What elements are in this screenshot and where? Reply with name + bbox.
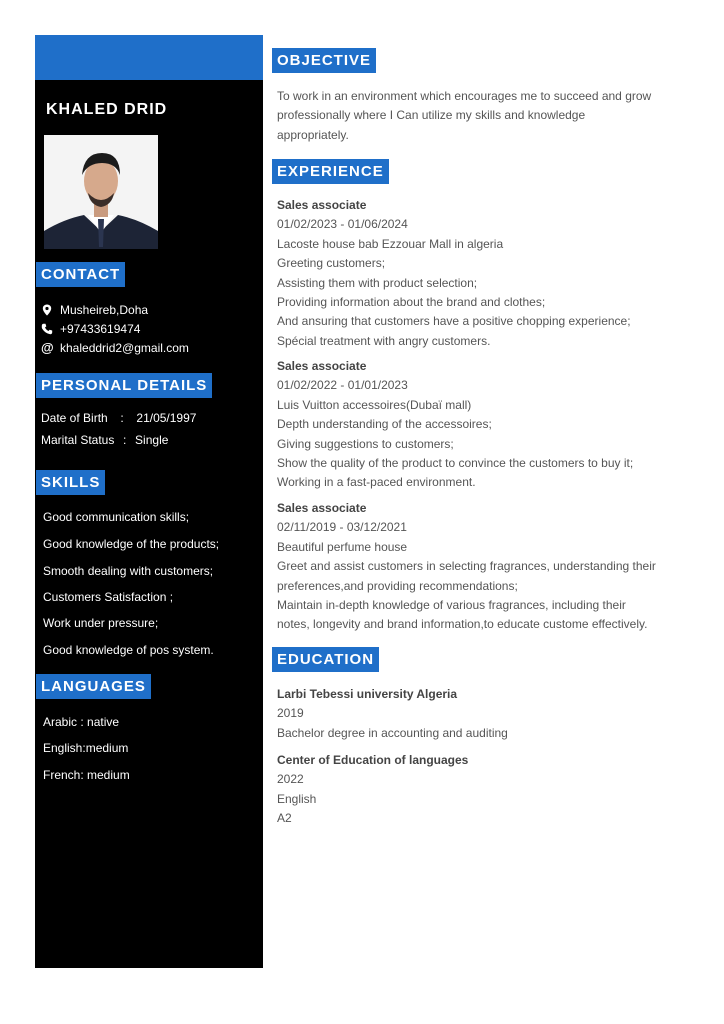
skill-item: Customers Satisfaction ;	[43, 590, 174, 604]
contact-email	[41, 341, 189, 355]
job-line: Greeting customers;	[277, 256, 386, 271]
objective-line: appropriately.	[277, 127, 349, 142]
dob-row: Date of Birth : 21/05/1997	[41, 411, 197, 425]
job-line: Depth understanding of the accessoires;	[277, 417, 492, 432]
dob-label: Date of Birth	[41, 411, 108, 425]
job-line: And ansuring that customers have a positive chopping experience;	[277, 314, 631, 329]
job-line: Providing information about the brand and clothes;	[277, 295, 546, 310]
objective-line: To work in an environment which encourages me to succeed and grow	[277, 89, 652, 103]
skills-heading: SKILLS	[36, 470, 105, 495]
skill-item: Good knowledge of pos system.	[43, 643, 214, 657]
marital-value: Single	[135, 433, 169, 447]
contact-email-text: khaleddrid2@gmail.com	[60, 341, 189, 355]
language-item: Arabic : native	[43, 715, 120, 729]
dob-value: 21/05/1997	[136, 411, 197, 425]
objective-heading: OBJECTIVE	[272, 48, 376, 73]
at-sign-icon: @	[41, 340, 54, 355]
job-line: Show the quality of the product to convince the customers to buy it;	[277, 456, 634, 471]
education-heading: EDUCATION	[272, 647, 379, 672]
job-line: Maintain in-depth knowledge of various fragrances, including their	[277, 598, 626, 613]
job-line: Spécial treatment with angry customers.	[277, 333, 491, 348]
language-item: French: medium	[43, 768, 130, 782]
contact-phone-text: +97433619474	[60, 322, 141, 336]
job-line: Greet and assist customers in selecting fragrances, understanding their	[277, 559, 656, 574]
job-title: Sales associate	[277, 198, 367, 212]
education-line: 2022	[277, 772, 304, 787]
job-line: Luis Vuitton accessoires(Dubaï mall)	[277, 397, 472, 412]
profile-photo	[44, 135, 158, 249]
education-title: Center of Education of languages	[277, 753, 469, 767]
objective-text	[277, 87, 687, 145]
skill-item: Work under pressure;	[43, 616, 159, 630]
marital-label: Marital Status	[41, 433, 115, 447]
personal-details-heading: PERSONAL DETAILS	[36, 373, 212, 398]
education-line: English	[277, 791, 317, 806]
objective-line: professionally where I Can utilize my skills and knowledge	[277, 108, 586, 123]
job-line: Working in a fast-paced environment.	[277, 475, 476, 490]
education-line: Bachelor degree in accounting and auditing	[277, 725, 508, 740]
job-entry	[277, 357, 687, 493]
contact-phone	[41, 322, 140, 336]
job-title: Sales associate	[277, 359, 367, 373]
job-dates: 01/02/2022 - 01/01/2023	[277, 378, 408, 393]
location-pin-icon	[41, 304, 53, 316]
job-entry	[277, 196, 687, 351]
education-entry	[277, 751, 687, 829]
language-item: English:medium	[43, 741, 129, 755]
marital-row: Marital Status : Single	[41, 433, 169, 447]
languages-heading: LANGUAGES	[36, 674, 151, 699]
education-line: A2	[277, 811, 292, 826]
job-line: Lacoste house bab Ezzouar Mall in algeria	[277, 236, 504, 251]
job-line: preferences,and providing recommendations;	[277, 578, 518, 593]
job-line: Assisting them with product selection;	[277, 275, 478, 290]
sidebar	[35, 35, 263, 968]
skill-item: Good communication skills;	[43, 510, 190, 524]
sidebar-header-band	[35, 35, 263, 80]
education-line: 2019	[277, 706, 304, 721]
job-line: Beautiful perfume house	[277, 539, 408, 554]
job-dates: 01/02/2023 - 01/06/2024	[277, 217, 408, 232]
contact-heading: CONTACT	[36, 262, 125, 287]
education-title: Larbi Tebessi university Algeria	[277, 687, 458, 701]
skill-item: Smooth dealing with customers;	[43, 564, 214, 578]
contact-address-text: Musheireb,Doha	[60, 303, 149, 317]
experience-heading: EXPERIENCE	[272, 159, 389, 184]
job-line: Giving suggestions to customers;	[277, 436, 454, 451]
job-dates: 02/11/2019 - 03/12/2021	[277, 520, 407, 535]
education-entry	[277, 685, 687, 743]
job-title: Sales associate	[277, 501, 367, 515]
candidate-name: KHALED DRID	[46, 101, 168, 118]
phone-icon	[41, 323, 53, 335]
skill-item: Good knowledge of the products;	[43, 537, 220, 551]
job-entry	[277, 499, 687, 635]
job-line: notes, longevity and brand information,to educate custome effectively.	[277, 617, 648, 632]
contact-address	[41, 303, 148, 317]
